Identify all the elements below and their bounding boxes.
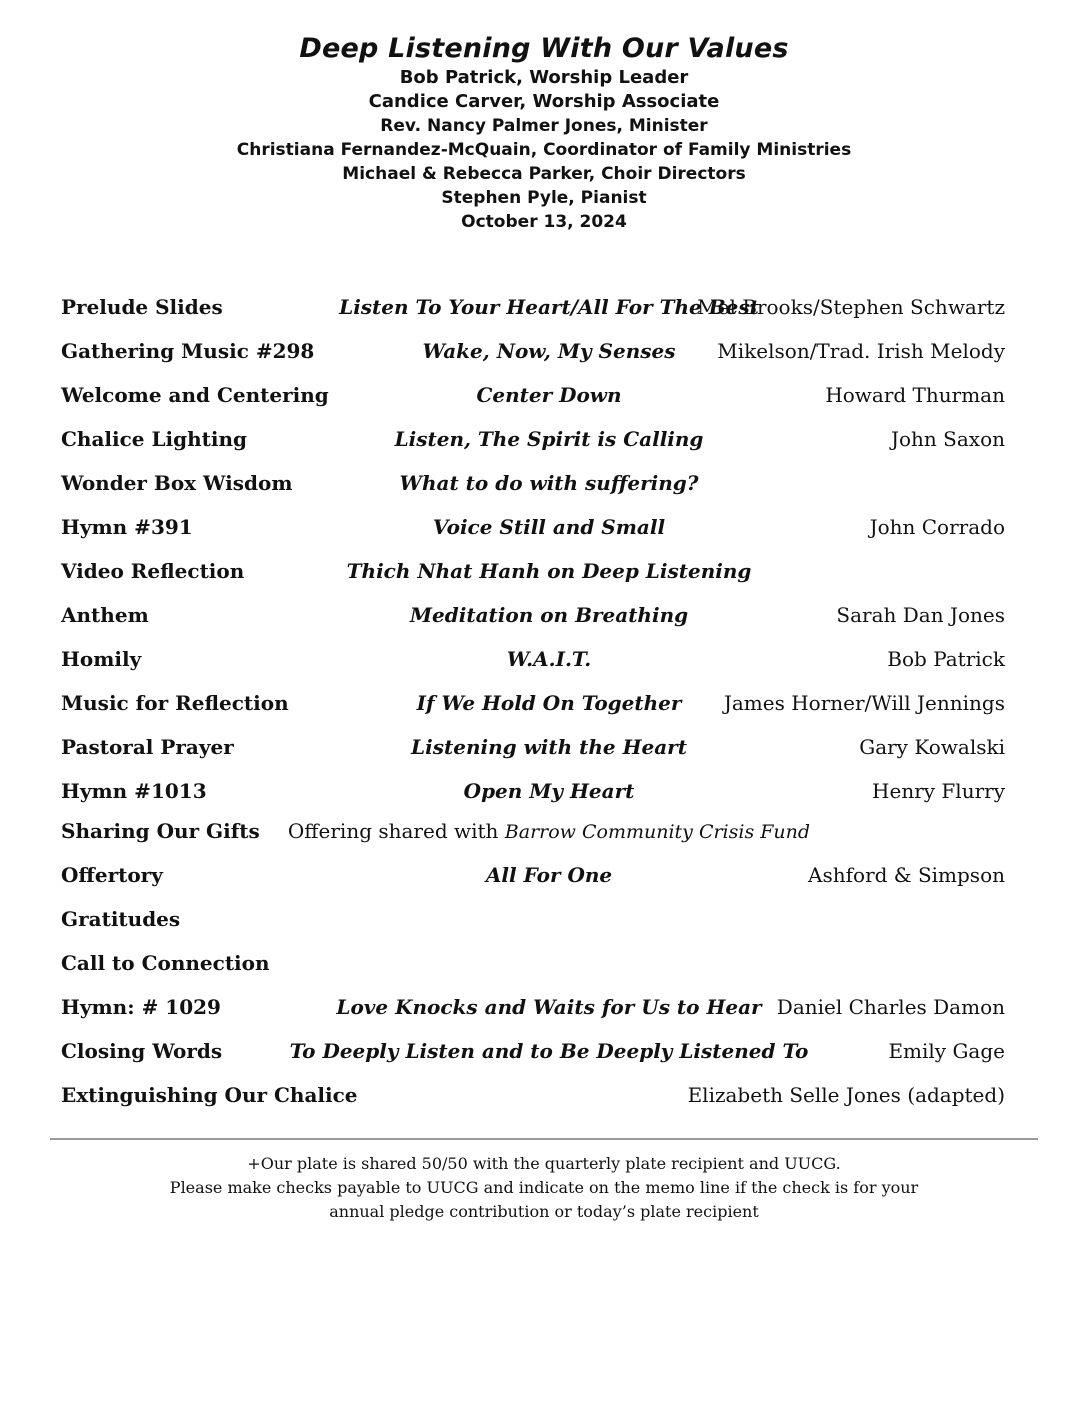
work-author: Henry Flurry xyxy=(872,779,1005,803)
work-author: Daniel Charles Damon xyxy=(776,995,1005,1019)
service-element: Wonder Box Wisdom xyxy=(61,471,293,495)
work-title: W.A.I.T. xyxy=(506,647,592,671)
offering-note xyxy=(288,818,810,845)
order-of-service-header xyxy=(0,32,1088,234)
program-row-gathering-music xyxy=(61,330,1005,374)
service-element: Welcome and Centering xyxy=(61,383,329,407)
program-row-prelude xyxy=(61,286,1005,330)
work-title: Love Knocks and Waits for Us to Hear xyxy=(336,995,762,1019)
work-title: Listening with the Heart xyxy=(411,735,687,759)
minister-credit: Rev. Nancy Palmer Jones, Minister xyxy=(380,116,708,136)
plate-sharing-note xyxy=(0,1152,1088,1224)
work-author: Mel Brooks/Stephen Schwartz xyxy=(697,295,1005,319)
footer-line: +Our plate is shared 50/50 with the quarterly plate recipient and UUCG. xyxy=(247,1154,841,1173)
service-title: Deep Listening With Our Values xyxy=(299,33,789,64)
work-author: Sarah Dan Jones xyxy=(836,603,1005,627)
work-title: Open My Heart xyxy=(463,779,635,803)
work-author: Emily Gage xyxy=(888,1039,1005,1063)
program-row-extinguishing-chalice xyxy=(61,1074,1005,1118)
program-row-pastoral-prayer xyxy=(61,726,1005,770)
work-title: Voice Still and Small xyxy=(432,515,666,539)
program-row-call-to-connection xyxy=(61,942,1005,986)
program-row-closing-words xyxy=(61,1030,1005,1074)
work-title: What to do with suffering? xyxy=(399,471,699,495)
service-element: Closing Words xyxy=(61,1039,223,1063)
program-row-chalice-lighting xyxy=(61,418,1005,462)
work-author: Ashford & Simpson xyxy=(808,863,1005,887)
program-row-welcome xyxy=(61,374,1005,418)
program-row-anthem xyxy=(61,594,1005,638)
offering-text: Offering shared with xyxy=(287,819,505,843)
order-of-service-list xyxy=(61,286,1005,1118)
work-title: If We Hold On Together xyxy=(416,691,682,715)
choir-directors-credit: Michael & Rebecca Parker, Choir Directors xyxy=(342,164,746,184)
service-element: Anthem xyxy=(61,603,149,627)
program-row-hymn-1029 xyxy=(61,986,1005,1030)
service-element: Gratitudes xyxy=(61,907,181,931)
footer-divider xyxy=(50,1138,1038,1140)
work-author: Howard Thurman xyxy=(825,383,1005,407)
service-element: Homily xyxy=(61,647,142,671)
program-row-video-reflection xyxy=(61,550,1005,594)
service-element: Prelude Slides xyxy=(61,295,223,319)
footer-line: annual pledge contribution or today’s plate recipient xyxy=(329,1202,759,1221)
program-row-offertory xyxy=(61,854,1005,898)
service-element: Hymn #391 xyxy=(61,515,193,539)
work-title: Meditation on Breathing xyxy=(409,603,689,627)
footer-line: Please make checks payable to UUCG and indicate on the memo line if the check is for your xyxy=(169,1178,919,1197)
work-title: Thich Nhat Hanh on Deep Listening xyxy=(346,559,752,583)
program-row-sharing-our-gifts xyxy=(61,810,1005,854)
service-element: Music for Reflection xyxy=(61,691,289,715)
work-title: Center Down xyxy=(476,383,622,407)
work-author: John Corrado xyxy=(869,515,1005,539)
work-author: James Horner/Will Jennings xyxy=(723,691,1005,715)
worship-associate-credit: Candice Carver, Worship Associate xyxy=(368,91,720,112)
service-element: Hymn #1013 xyxy=(61,779,207,803)
service-element: Pastoral Prayer xyxy=(61,735,234,759)
work-title: Wake, Now, My Senses xyxy=(422,339,676,363)
work-author: Elizabeth Selle Jones (adapted) xyxy=(687,1083,1005,1107)
program-row-hymn-1013 xyxy=(61,770,1005,810)
service-date: October 13, 2024 xyxy=(461,212,627,232)
service-element: Extinguishing Our Chalice xyxy=(61,1083,358,1107)
service-element: Sharing Our Gifts xyxy=(61,819,260,843)
service-element: Video Reflection xyxy=(61,559,245,583)
family-ministries-credit: Christiana Fernandez-McQuain, Coordinator of Family Ministries xyxy=(236,140,852,160)
program-row-wonder-box xyxy=(61,462,1005,506)
work-title: Listen, The Spirit is Calling xyxy=(394,427,704,451)
work-title: Listen To Your Heart/All For The Best xyxy=(339,295,759,319)
work-title: All For One xyxy=(485,863,613,887)
work-author: Mikelson/Trad. Irish Melody xyxy=(717,339,1005,363)
offering-recipient: Barrow Community Crisis Fund xyxy=(504,821,811,843)
program-row-gratitudes xyxy=(61,898,1005,942)
work-title: To Deeply Listen and to Be Deeply Listened To xyxy=(289,1039,809,1063)
service-element: Call to Connection xyxy=(61,951,270,975)
program-row-music-for-reflection xyxy=(61,682,1005,726)
work-author: Bob Patrick xyxy=(887,647,1005,671)
program-row-hymn-391 xyxy=(61,506,1005,550)
service-element: Offertory xyxy=(61,863,163,887)
service-element: Hymn: # 1029 xyxy=(61,995,221,1019)
work-author: Gary Kowalski xyxy=(859,735,1005,759)
program-row-homily xyxy=(61,638,1005,682)
work-author: John Saxon xyxy=(890,427,1005,451)
service-element: Chalice Lighting xyxy=(61,427,248,451)
service-element: Gathering Music #298 xyxy=(61,339,315,363)
worship-leader-credit: Bob Patrick, Worship Leader xyxy=(399,67,689,88)
pianist-credit: Stephen Pyle, Pianist xyxy=(441,188,647,208)
